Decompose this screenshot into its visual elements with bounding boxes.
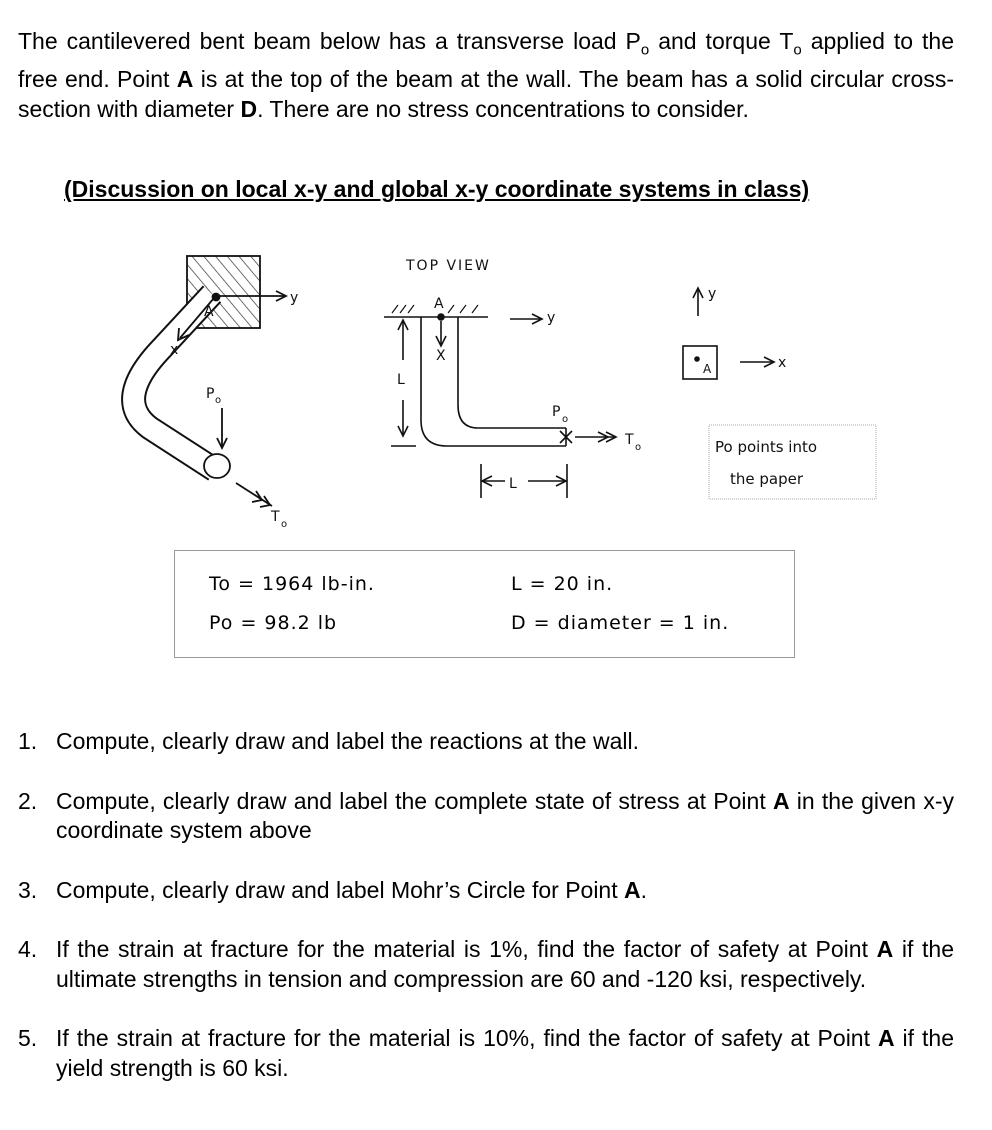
discussion-heading: (Discussion on local x-y and global x-y coordinate systems in class) [64,176,810,202]
question-text: Compute, clearly draw and label the reactions at the wall. [56,728,639,754]
intro-point-a: A [176,66,194,93]
iso-label-p-sub: o [215,395,222,406]
top-view-title: TOP VIEW [406,258,491,274]
section-point-a-dot [695,357,699,361]
question-1 [18,727,954,757]
question-5 [18,1024,954,1083]
question-text-tail: . [640,876,648,903]
question-number: 3. [18,876,38,903]
question-point-a: A [876,936,894,962]
question-text: If the strain at fracture for the material is 1%, find the factor of safety at Point [56,936,877,962]
iso-label-t: T [271,509,280,525]
iso-label-y: y [290,290,299,306]
intro-subscript-2: o [793,41,802,59]
question-number: 4. [18,936,38,962]
section-label-a: A [703,362,712,376]
section-view [683,288,876,499]
top-label-p-sub: o [562,414,569,425]
question-point-a: A [624,876,641,903]
question-number: 5. [18,1025,38,1051]
top-label-t: T [625,432,634,448]
isometric-view [134,256,286,507]
question-text-tail: if the yield strength is 60 ksi. [56,1025,954,1081]
top-label-l-horiz: L [509,476,517,492]
intro-text-3: applied to the free end. Point [18,28,954,93]
question-list [18,727,954,1113]
note-line-1: Po points into [715,438,818,456]
top-point-a [438,314,444,320]
intro-text-1: The cantilevered bent beam below has a transverse load P [18,28,641,54]
question-number: 1. [18,728,38,754]
given-length: L = 20 in. [511,573,614,595]
iso-label-p: P [206,386,215,402]
top-label-p: P [552,404,561,420]
given-diameter: D = diameter = 1 in. [511,612,730,634]
intro-text-2: and torque T [649,28,794,54]
question-point-a: A [877,1025,895,1051]
given-load: Po = 98.2 lb [209,612,338,634]
section-label-x: x [778,355,787,371]
top-label-l-vert: L [397,372,405,388]
question-4 [18,935,954,994]
given-torque: To = 1964 lb-in. [209,573,375,595]
question-text-tail: in the given x-y coordinate system above [56,787,954,843]
intro-text-4: is at the top of the beam at the wall. The beam has a solid circular cross-section with diameter [18,66,954,122]
iso-label-t-sub: o [281,519,288,530]
intro-text-5: . There are no stress concentrations to consider. [257,95,749,122]
question-text: Compute, clearly draw and label Mohr’s Circle for Point [56,876,625,903]
question-number: 2. [18,787,38,814]
beam-free-end [204,454,230,478]
top-label-x: X [436,348,446,364]
top-label-y: y [547,310,556,326]
top-label-t-sub: o [635,442,642,453]
question-text-tail: if the ultimate strengths in tension and compression are 60 and -120 ksi, respectively. [56,936,954,992]
note-line-2: the paper [730,470,804,488]
intro-diameter-symbol: D [240,95,258,122]
question-point-a: A [772,787,790,814]
top-label-a: A [434,296,444,312]
section-label-y: y [708,286,717,302]
question-text: If the strain at fracture for the material is 10%, find the factor of safety at Point [56,1025,878,1051]
section-box [683,346,717,379]
iso-label-a: A [204,304,214,320]
iso-label-x: x [170,342,179,358]
iso-t-arrow [236,483,272,506]
beam-figure [0,0,992,545]
question-3 [18,876,954,906]
question-text: Compute, clearly draw and label the complete state of stress at Point [56,787,773,814]
question-2 [18,787,954,846]
intro-subscript-1: o [640,41,650,59]
top-beam-inner [458,317,569,428]
top-view [384,305,616,498]
given-values-box [174,550,795,658]
top-beam-outer [421,317,569,446]
